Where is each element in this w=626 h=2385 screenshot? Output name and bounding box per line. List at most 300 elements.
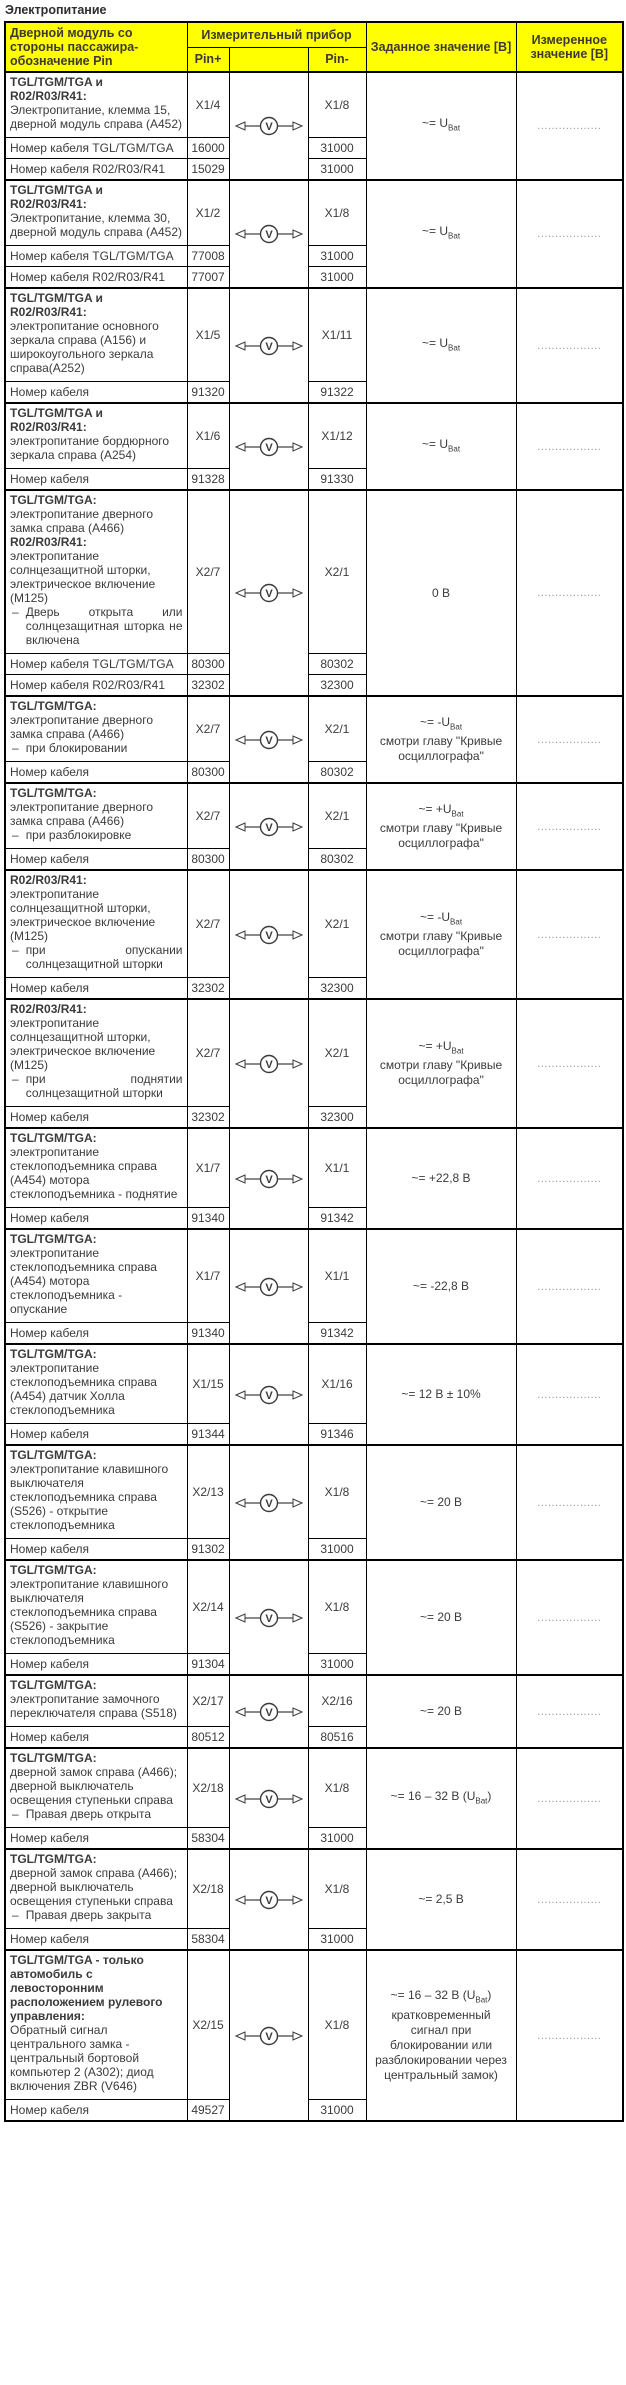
cable-label-cell: Номер кабеля: [5, 849, 187, 871]
voltmeter-icon: [234, 1053, 304, 1075]
dash-mark: –: [12, 828, 19, 842]
cable-number-plus-cell: 91340: [187, 1208, 229, 1230]
cable-number-minus-cell: 32300: [308, 1107, 366, 1129]
description-text: дверной замок справа (A466); дверной выключатель освещения ступеньки справа: [10, 1765, 178, 1807]
cable-number-minus-cell: 31000: [308, 1654, 366, 1676]
model-variant-label: TGL/TGM/TGA и R02/R03/R41:: [10, 406, 103, 434]
target-value-line: ~= $-U_{Bat}$: [420, 909, 463, 927]
cable-number-plus-cell: 91304: [187, 1654, 229, 1676]
svg-text:V: V: [264, 1389, 273, 1402]
target-value-line: смотри главу "Кривые осциллографа": [379, 821, 503, 851]
voltmeter-cell: [229, 1445, 308, 1560]
cable-number-plus-cell: 32302: [187, 1107, 229, 1129]
measured-value-cell: [516, 1445, 623, 1560]
measured-dotted-line: ..................: [537, 1611, 602, 1624]
voltmeter-cell: [229, 1344, 308, 1445]
pin-plus-cell: X2/14: [187, 1560, 229, 1654]
cable-label-cell: Номер кабеля: [5, 978, 187, 1000]
target-value-line: ~= -22,8 В: [413, 1279, 470, 1293]
target-value-cell: [366, 1950, 516, 2121]
svg-text:V: V: [264, 340, 273, 353]
cable-number-plus-cell: 15029: [187, 159, 229, 181]
model-variant-label: TGL/TGM/TGA:: [10, 1347, 97, 1361]
header-measured-value: Измеренное значение [В]: [516, 22, 623, 72]
description-text: дверной замок справа (A466); дверной выключатель освещения ступеньки справа: [10, 1866, 178, 1908]
description-cell: [5, 1128, 187, 1208]
description-cell: [5, 72, 187, 138]
voltmeter-cell: [229, 72, 308, 180]
measured-dotted-line: ..................: [537, 1172, 602, 1185]
group-row: [5, 1675, 623, 1727]
measured-value-cell: [516, 1849, 623, 1950]
pin-plus-cell: X2/7: [187, 870, 229, 978]
description-cell: [5, 999, 187, 1107]
pin-minus-cell: X1/1: [308, 1128, 366, 1208]
model-variant-label: TGL/TGM/TGA:: [10, 786, 97, 800]
description-cell: [5, 1849, 187, 1929]
voltmeter-icon: [234, 1168, 304, 1190]
description-cell: [5, 1950, 187, 2100]
measured-value-cell: [516, 783, 623, 870]
description-text: Электропитание, клемма 30, дверной модуль справа (A452): [10, 211, 183, 239]
measured-dotted-line: ..................: [537, 820, 602, 833]
header-target-value: Заданное значение [В]: [366, 22, 516, 72]
group-row: [5, 999, 623, 1107]
description-cell: [5, 1748, 187, 1828]
cable-label-cell: Номер кабеля: [5, 1208, 187, 1230]
header-pin-minus: Pin-: [308, 47, 366, 72]
cable-label-cell: Номер кабеля TGL/TGM/TGA: [5, 246, 187, 267]
target-value-line: ~= +22,8 В: [411, 1171, 471, 1185]
pin-plus-cell: X2/17: [187, 1675, 229, 1727]
description-cell: [5, 490, 187, 654]
svg-text:V: V: [264, 229, 273, 241]
target-value-line: ~= 16 – 32 В $(U_{Bat})$: [390, 1988, 492, 2005]
cable-label-cell: Номер кабеля: [5, 1107, 187, 1129]
group-row: [5, 870, 623, 978]
svg-text:V: V: [264, 441, 273, 454]
description-text: электропитание бордюрного зеркала справа (A254): [10, 434, 170, 462]
target-value-line: ~= $U_{Bat}$: [422, 224, 461, 241]
svg-text:V: V: [264, 1894, 273, 1907]
cable-label-cell: Номер кабеля: [5, 1929, 187, 1951]
description-cell: [5, 1560, 187, 1654]
description-bullet-item: [10, 605, 183, 647]
measured-dotted-line: ..................: [537, 1705, 602, 1718]
voltmeter-cell: [229, 870, 308, 999]
cable-number-minus-cell: 31000: [308, 2100, 366, 2122]
group-row: [5, 1128, 623, 1208]
cable-number-minus-cell: 80516: [308, 1727, 366, 1749]
description-text: электропитание стеклоподъемника справа (A454) мотора стеклоподъемника - поднятие: [10, 1145, 178, 1201]
description-cell: [5, 1675, 187, 1727]
target-value-line: ~= $U_{Bat}$: [422, 116, 461, 133]
voltmeter-icon: [234, 1607, 304, 1629]
measured-dotted-line: ..................: [537, 1792, 602, 1805]
cable-label-cell: Номер кабеля R02/R03/R41: [5, 675, 187, 697]
target-value-line: ~= 16 – 32 В $(U_{Bat})$: [390, 1788, 492, 1806]
cable-number-minus-cell: 91322: [308, 382, 366, 404]
cable-number-minus-cell: 80302: [308, 762, 366, 784]
measured-value-cell: [516, 1344, 623, 1445]
svg-text:V: V: [264, 1281, 273, 1294]
table-header: [5, 22, 623, 72]
voltmeter-cell: [229, 1560, 308, 1675]
group-row: [5, 180, 623, 246]
cable-number-minus-cell: 91342: [308, 1323, 366, 1345]
pin-plus-cell: X2/18: [187, 1849, 229, 1929]
pin-plus-cell: X2/7: [187, 999, 229, 1107]
ubat-subscript: Bat: [448, 231, 461, 241]
cable-number-minus-cell: 80302: [308, 849, 366, 871]
svg-text:V: V: [264, 2030, 273, 2043]
model-variant-label: R02/R03/R41:: [10, 873, 87, 887]
cable-number-minus-cell: 31000: [308, 159, 366, 181]
pin-plus-cell: X1/4: [187, 72, 229, 138]
ubat-subscript: Bat: [451, 809, 464, 819]
cable-number-plus-cell: 32302: [187, 978, 229, 1000]
voltmeter-icon: [234, 1384, 304, 1406]
target-value-line: ~= 20 В: [420, 1610, 463, 1624]
description-text: электропитание клавишного выключателя стеклоподъемника справа (S526) - закрытие стеклоподъемника: [10, 1577, 169, 1647]
measured-value-cell: [516, 72, 623, 180]
model-variant-label: TGL/TGM/TGA:: [10, 1678, 97, 1692]
cable-number-minus-cell: 31000: [308, 1929, 366, 1951]
description-cell: [5, 783, 187, 849]
target-value-line: смотри главу "Кривые осциллографа": [379, 929, 503, 959]
voltmeter-icon: [234, 924, 304, 946]
cable-label-cell: Номер кабеля: [5, 2100, 187, 2122]
pin-minus-cell: X2/1: [308, 870, 366, 978]
model-variant-label: TGL/TGM/TGA:: [10, 493, 97, 507]
voltmeter-icon: [234, 582, 304, 604]
cable-number-minus-cell: 91330: [308, 469, 366, 491]
description-cell: [5, 1344, 187, 1424]
pin-minus-cell: X2/1: [308, 696, 366, 762]
pin-minus-cell: X1/16: [308, 1344, 366, 1424]
pin-minus-cell: X1/8: [308, 1445, 366, 1539]
target-value-line: ~= $-U_{Bat}$: [420, 714, 463, 732]
description-text: электропитание солнцезащитной шторки, электрическое включение (M125): [10, 887, 156, 943]
ubat-subscript: Bat: [450, 722, 463, 732]
pin-plus-cell: X1/7: [187, 1128, 229, 1208]
measurement-table: [4, 21, 624, 2122]
measured-value-cell: [516, 1748, 623, 1849]
svg-text:V: V: [264, 1497, 273, 1510]
pin-minus-cell: X1/8: [308, 1560, 366, 1654]
target-value-cell: [366, 72, 516, 180]
description-cell: [5, 696, 187, 762]
voltmeter-cell: [229, 1128, 308, 1229]
pin-plus-cell: X1/2: [187, 180, 229, 246]
description-text: электропитание солнцезащитной шторки, электрическое включение (M125): [10, 1016, 156, 1072]
pin-plus-cell: X1/5: [187, 288, 229, 382]
target-value-line: ~= $U_{Bat}$: [422, 335, 461, 353]
measured-value-cell: [516, 870, 623, 999]
cable-label-cell: Номер кабеля: [5, 1539, 187, 1561]
description-text: электропитание дверного замка справа (A466): [10, 800, 154, 828]
voltmeter-icon: [234, 436, 304, 458]
group-row: [5, 1344, 623, 1424]
voltmeter-icon: [234, 115, 304, 137]
target-value-cell: [366, 999, 516, 1128]
group-row: [5, 1748, 623, 1828]
target-value-cell: [366, 1560, 516, 1675]
ubat-subscript: Bat: [450, 917, 463, 927]
cable-number-plus-cell: 80512: [187, 1727, 229, 1749]
target-value-cell: [366, 403, 516, 490]
svg-text:V: V: [264, 821, 273, 834]
voltmeter-cell: [229, 1849, 308, 1950]
description-cell: [5, 870, 187, 978]
measured-dotted-line: ..................: [537, 339, 602, 352]
description-text: Обратный сигнал центрального замка - центральный бортовой компьютер 2 (A302); диод включения ZBR (V646): [10, 2023, 154, 2093]
cable-number-plus-cell: 91344: [187, 1424, 229, 1446]
group-row: [5, 490, 623, 654]
group-row: [5, 1849, 623, 1929]
model-variant-label: TGL/TGM/TGA:: [10, 1751, 97, 1765]
target-value-line: ~= $+U_{Bat}$: [418, 1038, 464, 1056]
description-bullet-text: при разблокировке: [25, 828, 132, 842]
svg-text:V: V: [264, 1706, 273, 1719]
pin-minus-cell: X1/8: [308, 1849, 366, 1929]
cable-label-cell: Номер кабеля: [5, 1424, 187, 1446]
voltmeter-cell: [229, 1229, 308, 1344]
description-text: электропитание дверного замка справа (A466): [10, 713, 154, 741]
svg-text:V: V: [264, 1058, 273, 1071]
header-meter-symbol-spacer: [229, 47, 308, 72]
measured-value-cell: [516, 490, 623, 696]
dash-mark: –: [12, 741, 19, 755]
pin-plus-cell: X2/13: [187, 1445, 229, 1539]
measured-dotted-line: ..................: [537, 120, 602, 132]
description-cell: [5, 1229, 187, 1323]
target-value-cell: [366, 696, 516, 783]
description-cell: [5, 180, 187, 246]
model-variant-label: TGL/TGM/TGA:: [10, 1448, 97, 1462]
voltmeter-icon: [234, 223, 304, 245]
description-cell: [5, 1445, 187, 1539]
cable-label-cell: Номер кабеля R02/R03/R41: [5, 267, 187, 289]
svg-text:V: V: [264, 1793, 273, 1806]
svg-text:V: V: [264, 121, 273, 133]
voltmeter-cell: [229, 288, 308, 403]
description-text: электропитание основного зеркала справа (A156) и широкоугольного зеркала справа(A252): [10, 319, 159, 375]
pin-minus-cell: X1/8: [308, 1748, 366, 1828]
voltmeter-cell: [229, 403, 308, 490]
cable-number-minus-cell: 80302: [308, 654, 366, 675]
measured-value-cell: [516, 1560, 623, 1675]
dash-mark: –: [12, 1807, 19, 1821]
cable-label-cell: Номер кабеля: [5, 469, 187, 491]
cable-number-plus-cell: 91320: [187, 382, 229, 404]
cable-number-plus-cell: 58304: [187, 1828, 229, 1850]
description-bullet-item: [10, 1072, 183, 1100]
cable-number-minus-cell: 31000: [308, 246, 366, 267]
pin-minus-cell: X1/8: [308, 1950, 366, 2100]
pin-plus-cell: X2/7: [187, 696, 229, 762]
target-value-cell: [366, 783, 516, 870]
voltmeter-cell: [229, 1748, 308, 1849]
pin-minus-cell: X2/16: [308, 1675, 366, 1727]
table-body: [5, 72, 623, 2121]
target-value-line: смотри главу "Кривые осциллографа": [379, 734, 503, 764]
pin-minus-cell: X1/12: [308, 403, 366, 469]
voltmeter-icon: [234, 729, 304, 751]
model-variant-label: TGL/TGM/TGA:: [10, 1563, 97, 1577]
header-pin-plus: Pin+: [187, 47, 229, 72]
target-value-cell: [366, 1128, 516, 1229]
measured-dotted-line: ..................: [537, 1893, 602, 1906]
target-value-cell: [366, 1445, 516, 1560]
measured-value-cell: [516, 1128, 623, 1229]
measured-dotted-line: ..................: [537, 228, 602, 240]
target-value-cell: [366, 1675, 516, 1748]
model-variant-label: TGL/TGM/TGA:: [10, 699, 97, 713]
model-variant-label: R02/R03/R41:: [10, 1002, 87, 1016]
ubat-subscript: Bat: [475, 1796, 488, 1806]
ubat-subscript: Bat: [448, 123, 461, 133]
voltmeter-icon: [234, 2025, 304, 2047]
pin-minus-cell: X1/11: [308, 288, 366, 382]
measured-value-cell: [516, 288, 623, 403]
target-value-line: ~= 20 В: [420, 1704, 463, 1718]
cable-label-cell: Номер кабеля: [5, 382, 187, 404]
measured-dotted-line: ..................: [537, 2029, 602, 2042]
pin-minus-cell: X2/1: [308, 490, 366, 654]
cable-number-plus-cell: 16000: [187, 138, 229, 159]
cable-number-minus-cell: 31000: [308, 1539, 366, 1561]
voltmeter-cell: [229, 783, 308, 870]
voltmeter-icon: [234, 335, 304, 357]
model-variant-label: TGL/TGM/TGA - только автомобиль с левосторонним расположением рулевого управления:: [10, 1953, 163, 2023]
description-text: электропитание замочного переключателя справа (S518): [10, 1692, 177, 1720]
ubat-subscript: Bat: [451, 1046, 464, 1056]
description-bullet-item: [10, 943, 183, 971]
description-bullet-item: [10, 1807, 183, 1821]
description-text: электропитание дверного замка справа (A466): [10, 507, 154, 535]
voltmeter-icon: [234, 816, 304, 838]
dash-mark: –: [12, 1908, 19, 1922]
description-bullet-text: при опускании солнцезащитной шторки: [25, 943, 183, 971]
model-variant-label: TGL/TGM/TGA:: [10, 1232, 97, 1246]
target-value-line: ~= $+U_{Bat}$: [418, 801, 464, 819]
description-text: электропитание стеклоподъемника справа (A454) датчик Холла стеклоподъемника: [10, 1361, 157, 1417]
measured-dotted-line: ..................: [537, 1280, 602, 1293]
cable-number-plus-cell: 80300: [187, 849, 229, 871]
cable-number-plus-cell: 49527: [187, 2100, 229, 2122]
pin-plus-cell: X1/7: [187, 1229, 229, 1323]
measured-dotted-line: ..................: [537, 587, 602, 599]
svg-text:V: V: [264, 1612, 273, 1625]
cable-number-plus-cell: 32302: [187, 675, 229, 697]
group-row: [5, 403, 623, 469]
target-value-line: ~= $U_{Bat}$: [422, 436, 461, 454]
model-variant-label: TGL/TGM/TGA и R02/R03/R41:: [10, 75, 103, 103]
dash-mark: –: [12, 605, 19, 619]
pin-minus-cell: X2/1: [308, 783, 366, 849]
ubat-subscript: Bat: [448, 343, 461, 353]
pin-plus-cell: X1/15: [187, 1344, 229, 1424]
measured-dotted-line: ..................: [537, 1496, 602, 1509]
model-variant-label: R02/R03/R41:: [10, 535, 87, 549]
measured-dotted-line: ..................: [537, 1388, 602, 1401]
group-row: [5, 72, 623, 138]
group-row: [5, 1229, 623, 1323]
description-bullet-item: [10, 828, 183, 842]
target-value-line: смотри главу "Кривые осциллографа": [379, 1058, 503, 1088]
pin-plus-cell: X2/7: [187, 490, 229, 654]
model-variant-label: TGL/TGM/TGA:: [10, 1852, 97, 1866]
svg-text:V: V: [264, 929, 273, 942]
measured-value-cell: [516, 1675, 623, 1748]
cable-number-plus-cell: 91328: [187, 469, 229, 491]
ubat-subscript: Bat: [448, 444, 461, 454]
dash-mark: –: [12, 943, 19, 957]
target-value-line: ~= 2,5 В: [418, 1892, 464, 1906]
target-value-cell: [366, 1849, 516, 1950]
voltmeter-icon: [234, 1889, 304, 1911]
voltmeter-cell: [229, 696, 308, 783]
measured-value-cell: [516, 1229, 623, 1344]
cable-number-minus-cell: 91342: [308, 1208, 366, 1230]
cable-number-minus-cell: 31000: [308, 267, 366, 289]
pin-minus-cell: X2/1: [308, 999, 366, 1107]
voltmeter-cell: [229, 490, 308, 696]
voltmeter-icon: [234, 1276, 304, 1298]
target-value-cell: [366, 288, 516, 403]
group-row: [5, 696, 623, 762]
description-cell: [5, 403, 187, 469]
description-text: электропитание стеклоподъемника справа (A454) мотора стеклоподъемника - опускание: [10, 1246, 157, 1316]
cable-label-cell: Номер кабеля: [5, 1828, 187, 1850]
voltmeter-cell: [229, 180, 308, 288]
voltmeter-icon: [234, 1701, 304, 1723]
measured-value-cell: [516, 1950, 623, 2121]
description-text: электропитание клавишного выключателя стеклоподъемника справа (S526) - открытие стеклоподъемника: [10, 1462, 169, 1532]
measured-value-cell: [516, 696, 623, 783]
cable-label-cell: Номер кабеля TGL/TGM/TGA: [5, 138, 187, 159]
cable-number-plus-cell: 77007: [187, 267, 229, 289]
cable-number-plus-cell: 80300: [187, 654, 229, 675]
measured-dotted-line: ..................: [537, 440, 602, 453]
voltmeter-icon: [234, 1788, 304, 1810]
description-cell: [5, 288, 187, 382]
group-row: [5, 288, 623, 382]
target-value-cell: [366, 1344, 516, 1445]
description-bullet-text: при поднятии солнцезащитной шторки: [25, 1072, 183, 1100]
target-value-line: ~= 12 В ± 10%: [401, 1387, 481, 1401]
voltmeter-cell: [229, 1675, 308, 1748]
svg-text:V: V: [264, 1173, 273, 1186]
cable-number-plus-cell: 77008: [187, 246, 229, 267]
cable-number-minus-cell: 32300: [308, 978, 366, 1000]
description-bullet-text: Правая дверь открыта: [25, 1807, 152, 1821]
pin-plus-cell: X1/6: [187, 403, 229, 469]
description-text: Электропитание, клемма 15, дверной модуль справа (A452): [10, 103, 183, 131]
target-value-line: кратковременный сигнал при блокировании или разблокировании через центральный замок): [375, 2007, 507, 2082]
group-row: [5, 1445, 623, 1539]
group-row: [5, 1560, 623, 1654]
pin-minus-cell: X1/8: [308, 180, 366, 246]
ubat-subscript: Bat: [475, 1995, 488, 2005]
measured-dotted-line: ..................: [537, 1057, 602, 1070]
measured-dotted-line: ..................: [537, 733, 602, 746]
description-bullet-item: [10, 741, 183, 755]
target-value-line: ~= 20 В: [420, 1495, 463, 1509]
pin-minus-cell: X1/8: [308, 72, 366, 138]
pin-plus-cell: X2/18: [187, 1748, 229, 1828]
